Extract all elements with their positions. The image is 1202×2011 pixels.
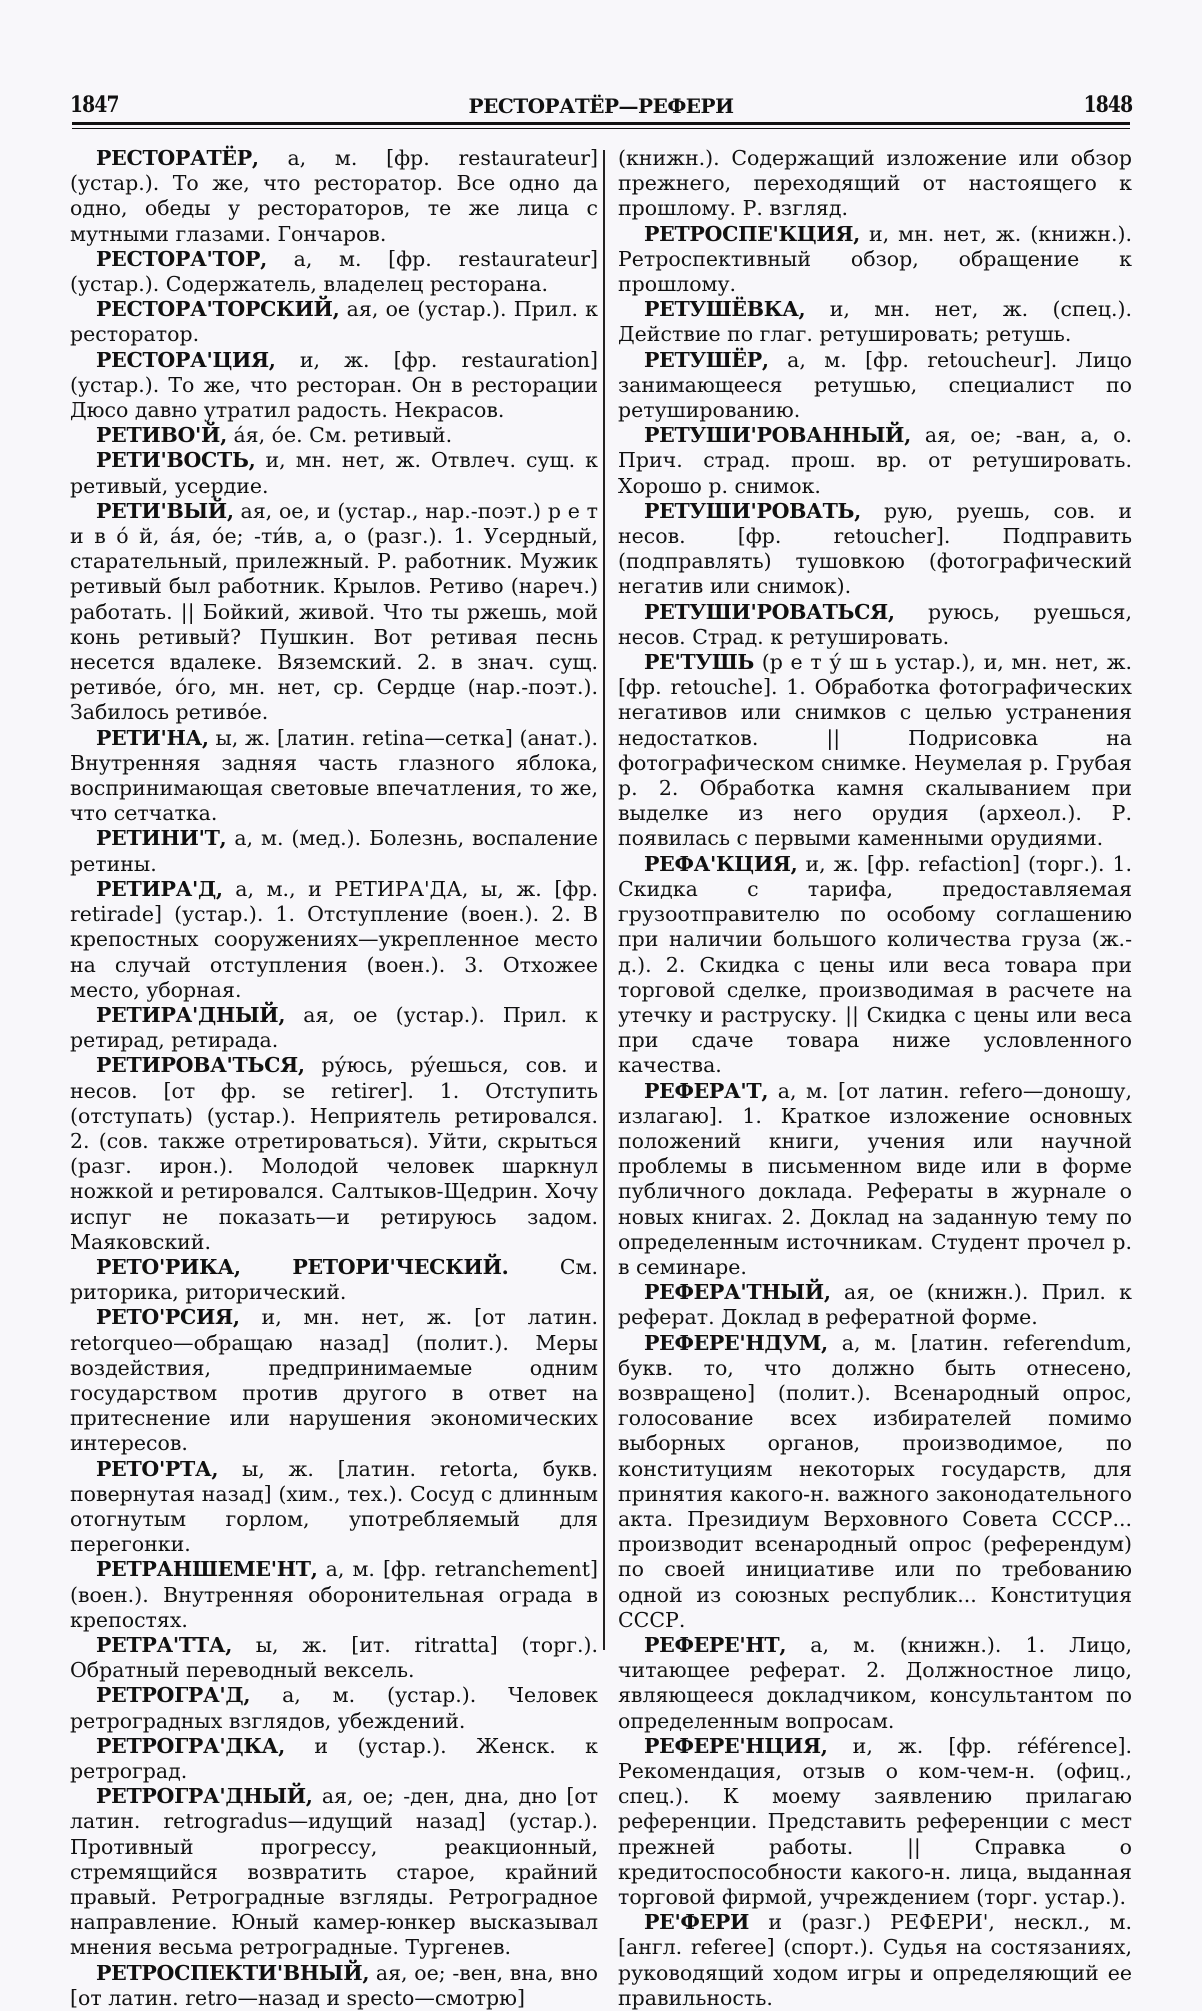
entry-headword: РЕФЕРА'ТНЫЙ, <box>644 1280 831 1305</box>
dictionary-entry <box>618 650 1132 852</box>
column-divider <box>603 150 605 1650</box>
entry-definition: и, ж. [фр. restauration] (устар.). То же, что ресторан. Он в ресторации Дюсо давно утратил радость. Некрасов. <box>70 347 598 423</box>
entry-definition: и, мн. нет, ж. (спец.). Действие по глаг. ретушировать; ретушь. <box>618 297 1132 347</box>
entry-definition: ая, ое (книжн.). Прил. к реферат. Доклад в рефератной форме. <box>618 1280 1132 1330</box>
entry-headword: РЕТО'РТА, <box>96 1456 219 1481</box>
entry-headword: РЕТИРОВА'ТЬСЯ, <box>96 1053 305 1078</box>
entry-definition: ая, ое; -ван, а, о. Прич. страд. прош. вр. от ретушировать. Хорошо р. снимок. <box>618 423 1132 498</box>
dictionary-entry <box>70 1633 598 1683</box>
entry-definition: ая, ое; -вен, вна, вно [от латин. retro—назад и specto—смотрю] <box>70 1960 598 2010</box>
dictionary-entry <box>70 499 598 726</box>
dictionary-entry <box>70 1003 598 1053</box>
entry-definition: а, м. (книжн.). 1. Лицо, читающее реферат. 2. Должностное лицо, являющееся докладчиком, консультантом по определенным вопросам. <box>618 1632 1132 1733</box>
entry-headword: РЕСТОРА'ЦИЯ, <box>96 347 276 372</box>
dictionary-entry <box>70 247 598 297</box>
entry-definition: а, м. (устар.). Человек ретроградных взглядов, убеждений. <box>70 1683 598 1733</box>
right-page-number: 1848 <box>1083 92 1132 118</box>
entry-definition: и (разг.) РЕФЕРИ', нескл., м. [англ. referee] (спорт.). Судья на состязаниях, руководящий ходом игры и определяющий ее правильность. <box>618 1910 1132 2010</box>
entry-definition: ы, ж. [латин. retina—сетка] (анат.). Внутренняя задняя часть глазного яблока, воспринимающая световые впечатления, то же, что сетчатка. <box>70 725 598 826</box>
entry-headword: РЕТИ'ВОСТЬ, <box>96 448 256 473</box>
entry-headword: РЕФЕРЕ'НТ, <box>644 1632 787 1657</box>
dictionary-entry <box>618 1910 1132 2011</box>
entry-headword: РЕТРОГРА'ДНЫЙ, <box>96 1784 313 1809</box>
dictionary-entry <box>618 1280 1132 1330</box>
dictionary-entry <box>70 1683 598 1733</box>
entry-definition: ая, ое (устар.). Прил. к ресторатор. <box>70 297 598 347</box>
entry-definition: и, мн. нет, ж. Отвлеч. сущ. к ретивый, усердие. <box>70 448 598 498</box>
entry-headword: РЕФЕРЕ'НЦИЯ, <box>644 1733 828 1758</box>
dictionary-entry <box>618 1331 1132 1633</box>
entry-headword: РЕСТОРА'ТОРСКИЙ, <box>96 297 340 322</box>
dictionary-entry <box>70 146 598 247</box>
entry-definition: а, м. [фр. retranchement] (воен.). Внутренняя оборонительная ограда в крепостях. <box>70 1557 598 1632</box>
dictionary-entry <box>618 499 1132 600</box>
entry-definition: а, м. (мед.). Болезнь, воспаление ретины. <box>70 826 598 876</box>
dictionary-entry <box>618 423 1132 499</box>
page-header <box>70 92 1132 118</box>
entry-definition: и, ж. [фр. refaction] (торг.). 1. Скидка с тарифа, предоставляемая грузоотправителю по особому соглашению при наличии большого количества груза (ж.-д.). 2. Скидка с цены или веса товара при торговой сделке, производимая в расчете на утечку и раструску. || Скидка с цены или веса при сдаче товара ниже условленного качества. <box>618 851 1132 1078</box>
entry-headword: РЕТРОГРА'ДКА, <box>96 1733 285 1758</box>
entry-headword: РЕ'ФЕРИ <box>644 1910 750 1935</box>
entry-definition: ая, ое, и (устар., нар.-поэт.) р е т и в о́ й, а́я, о́е; -ти́в, а, о (разг.). 1. Усердный, старательный, прилежный. Р. работник. Мужик ретивый был работник. Крылов. Ретиво (нареч.) работать. || Бойкий, живой. Что ты ржешь, мой конь ретивый? Пушкин. Вот ретивая песнь несется вдалеке. Вяземский. 2. в знач. сущ. ретиво́е, о́го, мн. нет, ср. Сердце (нар.-поэт.). Забилось ретиво́е. <box>70 498 598 725</box>
dictionary-entry <box>618 222 1132 298</box>
entry-headword: РЕСТОРА'ТОР, <box>96 246 267 271</box>
dictionary-entry <box>70 1557 598 1633</box>
entry-headword: РЕТО'РСИЯ, <box>96 1305 240 1330</box>
entry-headword: РЕТУШЁР, <box>644 347 769 372</box>
running-title: РЕСТОРАТЁР—РЕФЕРИ <box>468 94 734 118</box>
dictionary-entry <box>618 1633 1132 1734</box>
entry-headword: РЕТУШЁВКА, <box>644 297 806 322</box>
entry-definition: руюсь, руешься, несов. Страд. к ретушировать. <box>618 599 1132 649</box>
entry-headword: РЕТРАНШЕМЕ'НТ, <box>96 1557 318 1582</box>
entry-definition: (книжн.). Содержащий изложение или обзор прежнего, переходящий от настоящего к прошлому. Р. взгляд. <box>618 146 1132 221</box>
entry-definition: а, м., и РЕТИРА'ДА, ы, ж. [фр. retirade] (устар.). 1. Отступление (воен.). 2. В крепостных сооружениях—укрепленное место на случай отступления (воен.). 3. Отхожее место, уборная. <box>70 876 598 1002</box>
dictionary-entry <box>70 826 598 876</box>
dictionary-entry <box>618 297 1132 347</box>
entry-definition: См. риторика, риторический. <box>70 1254 598 1305</box>
dictionary-entry <box>70 726 598 827</box>
entry-headword: РЕФЕРЕ'НДУМ, <box>644 1330 828 1355</box>
entry-definition: и, ж. [фр. référence]. Рекомендация, отзыв о ком-чем-н. (офиц., спец.). К моему заявлению прилагаю референции. Представить референции с мест прежней работы. || Справка о кредитоспособности какого-н. лица, выданная торговой фирмой, учреждением (торг. устар.). <box>618 1733 1132 1910</box>
entry-headword: РЕТИРА'ДНЫЙ, <box>96 1002 286 1027</box>
entry-definition: рую, руешь, сов. и несов. [фр. retoucher]. Подправить (подправлять) тушовкою (фотографический негатив или снимок). <box>618 498 1132 599</box>
entry-definition: ая, ое; -ден, дна, дно [от латин. retrogradus—идущий назад] (устар.). Противный прогрессу, реакционный, стремящийся возвратить старое, крайний правый. Ретроградные взгляды. Ретроградное направление. Юный камер-юнкер высказывал мнения весьма ретроградные. Тургенев. <box>70 1784 598 1960</box>
entry-headword: РЕТРОГРА'Д, <box>96 1683 251 1708</box>
dictionary-entry <box>618 348 1132 424</box>
dictionary-entry <box>70 1734 598 1784</box>
entry-headword: РЕФА'КЦИЯ, <box>644 851 798 876</box>
entry-definition: а, м. [латин. referendum, букв. то, что должно быть отнесено, возвращено] (полит.). Всенародный опрос, голосование всех избирателей помимо выборных органов, производимое, по конституциям некоторых государств, для принятия какого-н. важного законодательного акта. Президиум Верховного Совета СССР... производит всенародный опрос (референдум) по своей инициативе или по требованию одной из союзных республик... Конституция СССР. <box>618 1330 1132 1632</box>
entry-headword: РЕТРА'ТТА, <box>96 1632 233 1657</box>
dictionary-entry <box>70 1457 598 1558</box>
dictionary-entry <box>70 1961 598 2011</box>
dictionary-entry <box>618 146 1132 222</box>
entry-headword: РЕТУШИ'РОВАТЬСЯ, <box>644 599 895 624</box>
entry-headword: РЕСТОРАТЁР, <box>96 146 259 170</box>
entry-definition: ы, ж. [латин. retorta, букв. повернутая назад] (хим., тех.). Сосуд с длинным отогнутым горлом, употребляемый для перегонки. <box>70 1456 598 1557</box>
dictionary-entry <box>70 1255 598 1305</box>
entry-definition: ру́юсь, ру́ешься, сов. и несов. [от фр. se retirer]. 1. Отступить (отступать) (устар.). Неприятель ретировался. 2. (сов. также отретироваться). Уйти, скрыться (разг. ирон.). Молодой человек шаркнул ножкой и ретировался. Салтыков-Щедрин. Хочу испуг не показать—и ретируюсь задом. Маяковский. <box>70 1053 598 1254</box>
dictionary-entry <box>70 448 598 498</box>
dictionary-entry <box>70 348 598 424</box>
entry-headword: РЕТИНИ'Т, <box>96 826 227 851</box>
entry-definition: ы, ж. [ит. ritratta] (торг.). Обратный переводный вексель. <box>70 1632 598 1683</box>
entry-definition: а, м. [фр. retoucheur]. Лицо занимающееся ретушью, специалист по ретушированию. <box>618 347 1132 423</box>
entry-headword: РЕТРОСПЕ'КЦИЯ, <box>644 221 860 246</box>
entry-headword: РЕФЕРА'Т, <box>644 1078 769 1103</box>
entry-headword: РЕТО'РИКА, РЕТОРИ'ЧЕСКИЙ. <box>96 1254 509 1279</box>
left-page-number: 1847 <box>70 92 119 118</box>
entry-headword: РЕТИВО'Й, <box>96 423 227 448</box>
entry-headword: РЕ'ТУШЬ <box>644 650 755 675</box>
dictionary-entry <box>618 1079 1132 1281</box>
entry-definition: а, м. [от латин. refero—доношу, излагаю]. 1. Краткое изложение основных положений книги, учения или научной проблемы в письменном виде или в форме публичного доклада. Рефераты в журнале о новых книгах. 2. Доклад на заданную тему по определенным источникам. Студент прочел р. в семинаре. <box>618 1078 1132 1279</box>
entry-definition: и (устар.). Женск. к ретроград. <box>70 1733 598 1783</box>
entry-headword: РЕТИ'ВЫЙ, <box>96 498 234 523</box>
dictionary-entry <box>70 423 598 448</box>
entry-headword: РЕТРОСПЕКТИ'ВНЫЙ, <box>96 1960 370 1985</box>
dictionary-entry <box>618 852 1132 1079</box>
dictionary-entry <box>70 877 598 1003</box>
header-double-rule <box>72 122 1130 129</box>
entry-definition: а́я, о́е. См. ретивый. <box>226 423 453 448</box>
entry-definition: и, мн. нет, ж. (книжн.). Ретроспективный обзор, обращение к прошлому. <box>618 221 1132 297</box>
entry-definition: а, м. [фр. restaurateur] (устар.). То же, что ресторатор. Все одно да одно, обеды у рестораторов, те же лица с мутными глазами. Гончаров. <box>70 146 598 246</box>
entry-headword: РЕТИ'НА, <box>96 725 209 750</box>
right-column <box>618 146 1132 2011</box>
dictionary-entry <box>70 1053 598 1255</box>
left-column <box>70 146 598 2011</box>
dictionary-entry <box>70 1305 598 1456</box>
entry-headword: РЕТУШИ'РОВАТЬ, <box>644 498 861 523</box>
entry-headword: РЕТИРА'Д, <box>96 876 223 901</box>
entry-definition: (р е т у́ ш ь устар.), и, мн. нет, ж. [фр. retouche]. 1. Обработка фотографических негативов или снимков с целью устранения недостатков. || Подрисовка на фотографическом снимке. Неумелая р. Грубая р. 2. Обработка камня скалыванием при выделке из него орудия (археол.). Р. появилась с первыми каменными орудиями. <box>618 650 1132 851</box>
dictionary-entry <box>618 600 1132 650</box>
dictionary-entry <box>618 1734 1132 1910</box>
entry-definition: и, мн. нет, ж. [от латин. retorqueo—обращаю назад] (полит.). Меры воздействия, предпринимаемые одним государством против другого в ответ на притеснение или нарушения экономических интересов. <box>70 1305 598 1456</box>
dictionary-entry <box>70 297 598 347</box>
entry-headword: РЕТУШИ'РОВАННЫЙ, <box>644 423 911 448</box>
dictionary-entry <box>70 1784 598 1960</box>
entry-definition: а, м. [фр. restaurateur] (устар.). Содержатель, владелец ресторана. <box>70 246 598 297</box>
entry-definition: ая, ое (устар.). Прил. к ретирад, ретирада. <box>70 1002 598 1053</box>
